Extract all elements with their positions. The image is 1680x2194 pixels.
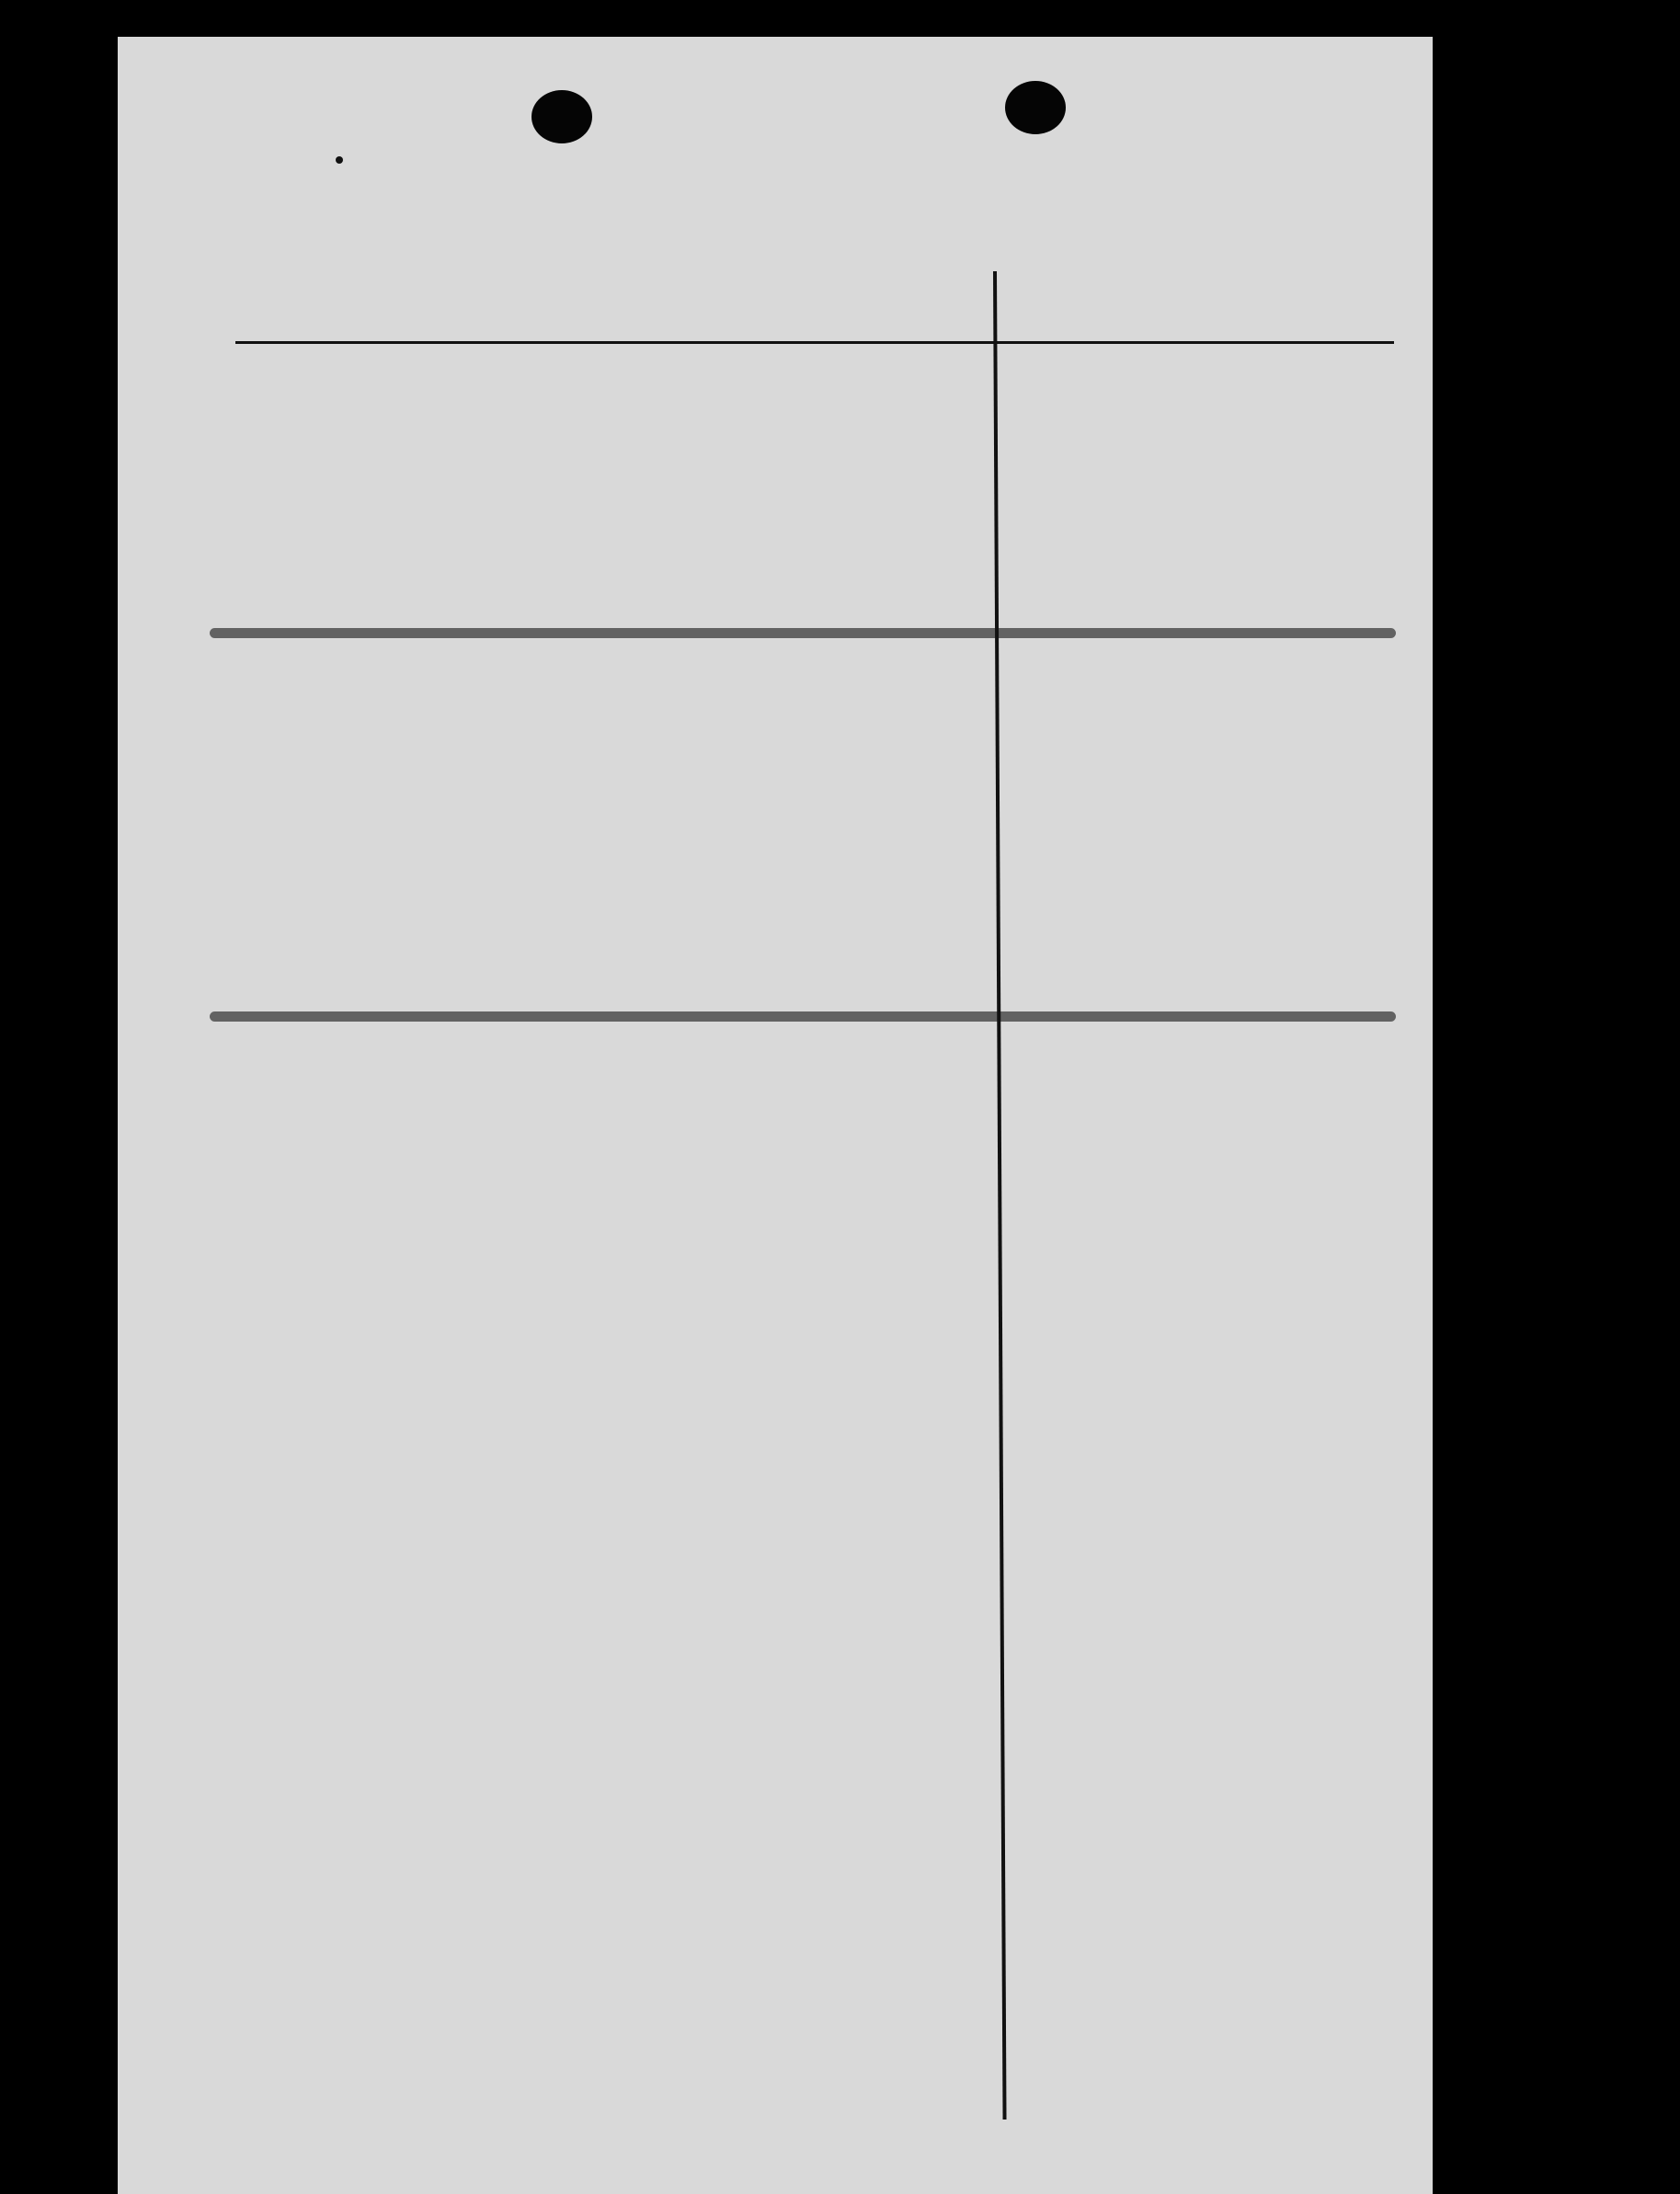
strike-row-148	[210, 628, 1396, 638]
ink-speck	[336, 156, 343, 164]
punch-hole-right	[1005, 81, 1066, 134]
punch-hole-left	[531, 90, 592, 143]
header-underline	[235, 341, 1394, 344]
ink-vertical-line	[993, 271, 1007, 2120]
page-label	[582, 2044, 701, 2124]
strike-row-155	[210, 1011, 1396, 1022]
document-page	[118, 37, 1433, 2194]
